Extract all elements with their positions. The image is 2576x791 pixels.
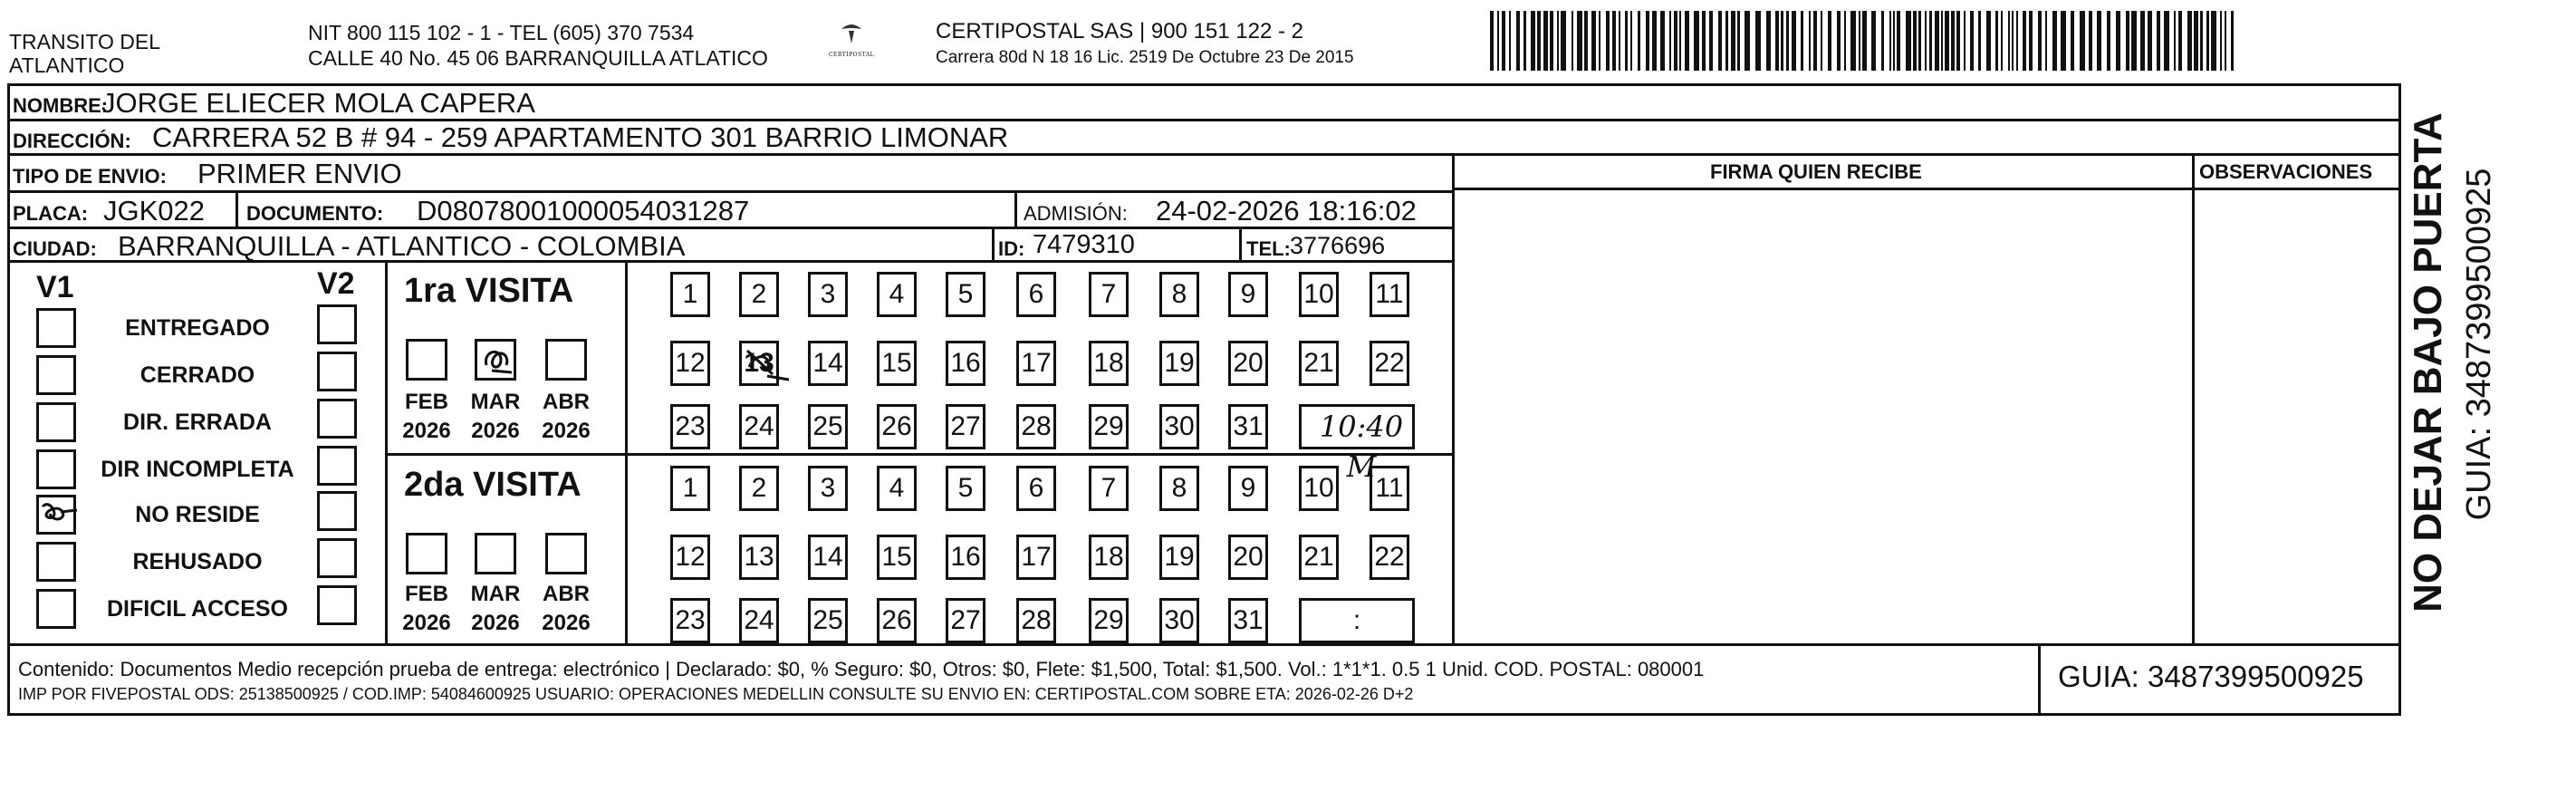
ciudad-label: CIUDAD:	[13, 237, 97, 260]
tel-label: TEL:	[1246, 237, 1291, 260]
visit1-day-7[interactable]: 7	[1089, 272, 1129, 317]
barcode-bar	[1523, 11, 1526, 71]
barcode	[1490, 11, 2242, 71]
visit1-month-checkbox-feb[interactable]	[406, 339, 447, 381]
month-year: 2026	[402, 419, 451, 444]
barcode-bar	[1646, 11, 1649, 71]
barcode-bar	[1606, 11, 1610, 71]
barcode-bar	[1537, 11, 1541, 71]
tipo-envio-value: PRIMER ENVIO	[197, 158, 402, 189]
barcode-bar	[1859, 11, 1860, 71]
visit2-day-22[interactable]: 22	[1370, 535, 1409, 580]
visit2-day-31[interactable]: 31	[1228, 598, 1268, 643]
visit1-day-21[interactable]: 21	[1299, 341, 1339, 386]
visit2-day-11[interactable]: 11	[1370, 466, 1409, 511]
v2-checkbox-dificil-acceso[interactable]	[317, 585, 357, 625]
barcode-bar	[2016, 11, 2018, 71]
visit2-day-18[interactable]: 18	[1089, 535, 1129, 580]
v2-label: V2	[317, 266, 355, 301]
barcode-bar	[2071, 11, 2074, 71]
status-option-label: ENTREGADO	[125, 315, 270, 341]
firma-label: FIRMA QUIEN RECIBE	[1710, 160, 1922, 183]
barcode-bar	[1871, 11, 1876, 71]
barcode-bar	[2178, 11, 2182, 71]
nit-line: NIT 800 115 102 - 1 - TEL (605) 370 7534	[308, 21, 695, 44]
visit2-day-5[interactable]: 5	[946, 466, 985, 511]
handwritten-mark-icon	[740, 340, 791, 385]
barcode-bar	[1775, 11, 1779, 71]
v1-checkbox-rehusado[interactable]	[36, 542, 76, 582]
month-year: 2026	[471, 419, 520, 444]
no-dejar-text: NO DEJAR BAJO PUERTA	[2406, 112, 2450, 613]
handwritten-mark-icon	[35, 496, 79, 532]
admision-label: ADMISIÓN:	[1024, 202, 1128, 225]
barcode-bar	[1577, 11, 1582, 71]
barcode-bar	[1745, 11, 1750, 71]
barcode-bar	[1612, 11, 1616, 71]
barcode-bar	[2126, 11, 2129, 71]
barcode-bar	[2157, 11, 2160, 71]
imp-line: IMP POR FIVEPOSTAL ODS: 25138500925 / COD.IMP: 54084600925 USUARIO: OPERACIONES MEDELLIN CONSULTE SU ENVIO EN: CERTIPOSTAL.COM SOBRE ETA: 2026-02-26 D+2	[18, 685, 1414, 703]
tipo-envio-label: TIPO DE ENVIO:	[13, 165, 167, 188]
v1-checkbox-dificil-acceso[interactable]	[36, 589, 76, 629]
barcode-bar	[2029, 11, 2033, 71]
barcode-bar	[1970, 11, 1974, 71]
barcode-bar	[1925, 11, 1927, 71]
v1-label: V1	[36, 270, 74, 304]
documento-label: DOCUMENTO:	[246, 202, 384, 225]
barcode-bar	[1709, 11, 1713, 71]
barcode-bar	[2131, 11, 2137, 71]
barcode-bar	[1978, 11, 1981, 71]
barcode-bar	[2023, 11, 2026, 71]
visit2-day-27[interactable]: 27	[946, 598, 985, 643]
barcode-bar	[1509, 11, 1511, 71]
visit2-day-8[interactable]: 8	[1159, 466, 1199, 511]
visit1-time-field[interactable]	[1299, 404, 1415, 484]
visit2-day-17[interactable]: 17	[1016, 535, 1056, 580]
status-option-label: DIR INCOMPLETA	[101, 457, 294, 482]
barcode-bar	[2206, 11, 2209, 71]
visit2-day-13[interactable]: 13	[739, 535, 779, 580]
visit2-month-label	[464, 580, 527, 639]
admision-value: 24-02-2026 18:16:02	[1156, 195, 1417, 227]
barcode-bar	[2174, 11, 2176, 71]
barcode-bar	[1561, 11, 1566, 71]
v2-checkbox-cerrado[interactable]	[317, 352, 357, 391]
guia-vertical	[2459, 127, 2500, 562]
barcode-bar	[1755, 11, 1761, 71]
barcode-bar	[1502, 11, 1505, 71]
barcode-bar	[2061, 11, 2066, 71]
month-name: FEB	[405, 390, 448, 414]
visit1-day-1[interactable]: 1	[670, 272, 710, 317]
visit2-day-12[interactable]: 12	[670, 535, 710, 580]
barcode-bar	[2140, 11, 2145, 71]
v2-checkbox-rehusado[interactable]	[317, 538, 357, 578]
month-year: 2026	[542, 611, 591, 636]
barcode-bar	[1516, 11, 1520, 71]
barcode-bar	[1584, 11, 1588, 71]
barcode-bar	[2148, 11, 2152, 71]
visit1-day-15[interactable]: 15	[877, 341, 917, 386]
visit1-month-checkbox-mar[interactable]	[475, 339, 516, 381]
guia-vertical-text: GUIA: 3487399500925	[2460, 168, 2498, 521]
barcode-bar	[2001, 11, 2003, 71]
barcode-bar	[2052, 11, 2057, 71]
barcode-bar	[2187, 11, 2192, 71]
visit1-day-23[interactable]: 23	[670, 404, 710, 449]
visit2-time-field[interactable]: :	[1299, 598, 1415, 643]
barcode-bar	[2220, 11, 2222, 71]
barcode-bar	[2211, 11, 2216, 71]
visit1-day-28[interactable]: 28	[1016, 404, 1056, 449]
visit1-day-20[interactable]: 20	[1228, 341, 1268, 386]
barcode-bar	[1669, 11, 1671, 71]
visit2-day-24[interactable]: 24	[739, 598, 779, 643]
barcode-bar	[1781, 11, 1783, 71]
month-name: MAR	[470, 390, 521, 414]
id-value: 7479310	[1033, 230, 1135, 259]
visit1-day-22[interactable]: 22	[1370, 341, 1409, 386]
visit1-day-5[interactable]: 5	[946, 272, 985, 317]
visit2-month-label	[395, 580, 458, 639]
barcode-bar	[2225, 11, 2226, 71]
visit2-day-28[interactable]: 28	[1016, 598, 1056, 643]
barcode-bar	[2045, 11, 2047, 71]
visit2-day-15[interactable]: 15	[877, 535, 917, 580]
barcode-bar	[1821, 11, 1822, 71]
visit1-day-3[interactable]: 3	[808, 272, 848, 317]
visit2-day-21[interactable]: 21	[1299, 535, 1339, 580]
barcode-bar	[1889, 11, 1891, 71]
placa-value: JGK022	[103, 195, 206, 227]
barcode-bar	[1652, 11, 1657, 71]
barcode-bar	[1694, 11, 1699, 71]
barcode-bar	[1881, 11, 1884, 71]
barcode-bar	[1731, 11, 1735, 71]
nombre-value: JORGE ELIECER MOLA CAPERA	[101, 87, 535, 119]
direccion-label: DIRECCIÓN:	[13, 130, 131, 152]
visit1-month-label	[464, 388, 527, 447]
visit2-day-30[interactable]: 30	[1159, 598, 1199, 643]
visit2-month-label	[534, 580, 598, 639]
visit2-day-10[interactable]: 10	[1299, 466, 1339, 511]
visit1-month-checkbox-abr[interactable]	[545, 339, 587, 381]
barcode-bar	[1786, 11, 1789, 71]
barcode-bar	[1956, 11, 1960, 71]
visit1-day-8[interactable]: 8	[1159, 272, 1199, 317]
barcode-bar	[1630, 11, 1632, 71]
guia-box: GUIA: 3487399500925	[2058, 660, 2364, 693]
certipostal-logo	[820, 22, 883, 67]
barcode-bar	[1766, 11, 1771, 71]
barcode-bar	[1625, 11, 1628, 71]
barcode-bar	[1638, 11, 1640, 71]
v2-checkbox-entregado[interactable]	[317, 304, 357, 344]
barcode-bar	[1837, 11, 1841, 71]
barcode-bar	[1792, 11, 1796, 71]
license-line: Carrera 80d N 18 16 Lic. 2519 De Octubre 23 De 2015	[936, 48, 1354, 67]
contenido-line: Contenido: Documentos Medio recepción prueba de entrega: electrónico | Declarado: $0, % Seguro: $0, Otros: $0, Flete: $1,500, Total: $1,500. Vol.: 1*1*1. 0.5 1 Unid. COD. POSTAL: 080001	[18, 658, 1705, 680]
visit2-month-checkbox-mar[interactable]	[475, 533, 516, 574]
visit2-title: 2da VISITA	[404, 466, 582, 504]
v1-checkbox-dir-incompleta[interactable]	[36, 449, 76, 489]
barcode-bar	[1679, 11, 1681, 71]
barcode-bar	[1897, 11, 1900, 71]
barcode-bar	[1718, 11, 1722, 71]
visit1-day-26[interactable]: 26	[877, 404, 917, 449]
barcode-bar	[1702, 11, 1706, 71]
month-year: 2026	[402, 611, 451, 636]
barcode-bar	[2008, 11, 2010, 71]
placa-label: PLACA:	[13, 202, 89, 225]
barcode-bar	[1801, 11, 1803, 71]
barcode-bar	[2038, 11, 2042, 71]
barcode-bar	[1906, 11, 1911, 71]
month-year: 2026	[542, 419, 591, 444]
visit1-day-12[interactable]: 12	[670, 341, 710, 386]
visit1-day-29[interactable]: 29	[1089, 404, 1129, 449]
barcode-bar	[1850, 11, 1856, 71]
visit1-day-24[interactable]: 24	[739, 404, 779, 449]
visit2-day-23[interactable]: 23	[670, 598, 710, 643]
visit1-day-13[interactable]: 13	[739, 341, 779, 386]
visit1-day-17[interactable]: 17	[1016, 341, 1056, 386]
barcode-bar	[2097, 11, 2101, 71]
barcode-bar	[1674, 11, 1677, 71]
direccion-value: CARRERA 52 B # 94 - 259 APARTAMENTO 301 BARRIO LIMONAR	[152, 121, 1009, 153]
barcode-bar	[1893, 11, 1895, 71]
barcode-bar	[1986, 11, 1991, 71]
barcode-bar	[2200, 11, 2203, 71]
month-name: ABR	[543, 390, 590, 414]
visit1-day-30[interactable]: 30	[1159, 404, 1199, 449]
month-year: 2026	[471, 611, 520, 636]
v1-checkbox-no-reside[interactable]	[36, 495, 76, 535]
barcode-bar	[1572, 11, 1573, 71]
v1-checkbox-entregado[interactable]	[36, 308, 76, 348]
v2-checkbox-dir-incompleta[interactable]	[317, 446, 357, 486]
barcode-bar	[1813, 11, 1817, 71]
id-label: ID:	[998, 237, 1025, 260]
barcode-bar	[1660, 11, 1665, 71]
visit1-day-4[interactable]: 4	[877, 272, 917, 317]
nombre-label: NOMBRE:	[13, 94, 109, 117]
visit1-day-10[interactable]: 10	[1299, 272, 1339, 317]
visit1-month-label	[534, 388, 598, 447]
address-line: CALLE 40 No. 45 06 BARRANQUILLA ATLATICO	[308, 46, 768, 70]
barcode-bar	[1941, 11, 1943, 71]
tel-value: 3776696	[1290, 232, 1386, 259]
handwritten-time: 10:40 M	[1319, 410, 1404, 484]
barcode-bar	[1591, 11, 1596, 71]
barcode-bar	[1543, 11, 1548, 71]
visit1-day-11[interactable]: 11	[1370, 272, 1409, 317]
barcode-bar	[1995, 11, 1998, 71]
logo-text: CERTIPOSTAL	[828, 52, 875, 58]
no-dejar-bajo-puerta	[2401, 109, 2456, 616]
barcode-bar	[1550, 11, 1553, 71]
barcode-bar	[1862, 11, 1867, 71]
ciudad-value: BARRANQUILLA - ATLANTICO - COLOMBIA	[118, 230, 686, 262]
visit2-month-checkbox-abr[interactable]	[545, 533, 587, 574]
visit1-day-19[interactable]: 19	[1159, 341, 1199, 386]
barcode-bar	[1828, 11, 1831, 71]
org-name-line1: TRANSITO DEL	[9, 30, 160, 53]
logo-mark-icon	[838, 22, 865, 47]
documento-value: D08078001000054031287	[417, 195, 750, 227]
barcode-bar	[1557, 11, 1559, 71]
status-option-label: REHUSADO	[132, 549, 263, 574]
visit1-day-18[interactable]: 18	[1089, 341, 1129, 386]
barcode-bar	[1685, 11, 1689, 71]
barcode-bar	[2080, 11, 2085, 71]
v1-checkbox-cerrado[interactable]	[36, 355, 76, 395]
visit2-day-25[interactable]: 25	[808, 598, 848, 643]
month-name: ABR	[543, 582, 590, 606]
barcode-bar	[1964, 11, 1966, 71]
visit1-day-31[interactable]: 31	[1228, 404, 1268, 449]
barcode-bar	[1844, 11, 1846, 71]
visit1-title: 1ra VISITA	[404, 272, 574, 310]
status-option-label: CERRADO	[139, 362, 255, 388]
barcode-bar	[1809, 11, 1811, 71]
visit2-day-14[interactable]: 14	[808, 535, 848, 580]
month-name: MAR	[470, 582, 521, 606]
company-line: CERTIPOSTAL SAS | 900 151 122 - 2	[936, 19, 1303, 43]
barcode-bar	[2116, 11, 2120, 71]
month-name: FEB	[405, 582, 448, 606]
barcode-bar	[1918, 11, 1921, 71]
barcode-bar	[2012, 11, 2014, 71]
visit2-day-9[interactable]: 9	[1228, 466, 1268, 511]
barcode-bar	[1725, 11, 1728, 71]
barcode-bar	[2089, 11, 2092, 71]
visit2-day-6[interactable]: 6	[1016, 466, 1056, 511]
barcode-bar	[1929, 11, 1932, 71]
visit2-day-20[interactable]: 20	[1228, 535, 1268, 580]
barcode-bar	[2107, 11, 2110, 71]
barcode-bar	[1913, 11, 1917, 71]
barcode-bar	[1599, 11, 1600, 71]
visit2-day-2[interactable]: 2	[739, 466, 779, 511]
visit2-day-29[interactable]: 29	[1089, 598, 1129, 643]
visit2-day-4[interactable]: 4	[877, 466, 917, 511]
v2-checkbox-dir-errada[interactable]	[317, 399, 357, 439]
visit1-month-label	[395, 388, 458, 447]
visit1-day-14[interactable]: 14	[808, 341, 848, 386]
org-name-line2: ATLANTICO	[9, 53, 125, 77]
visit2-month-checkbox-feb[interactable]	[406, 533, 447, 574]
visit2-day-19[interactable]: 19	[1159, 535, 1199, 580]
visit2-day-3[interactable]: 3	[808, 466, 848, 511]
visit1-day-25[interactable]: 25	[808, 404, 848, 449]
visit2-day-26[interactable]: 26	[877, 598, 917, 643]
handwritten-mark-icon	[474, 338, 521, 380]
visit2-day-1[interactable]: 1	[670, 466, 710, 511]
barcode-bar	[2194, 11, 2198, 71]
v1-checkbox-dir-errada[interactable]	[36, 402, 76, 442]
visit1-day-16[interactable]: 16	[946, 341, 985, 386]
v2-checkbox-no-reside[interactable]	[317, 491, 357, 531]
visit1-day-6[interactable]: 6	[1016, 272, 1056, 317]
barcode-bar	[2164, 11, 2169, 71]
barcode-bar	[1945, 11, 1949, 71]
visit1-day-27[interactable]: 27	[946, 404, 985, 449]
status-option-label: DIFICIL ACCESO	[106, 596, 288, 622]
barcode-bar	[1935, 11, 1939, 71]
visit2-day-7[interactable]: 7	[1089, 466, 1129, 511]
barcode-bar	[2231, 11, 2234, 71]
visit1-day-2[interactable]: 2	[739, 272, 779, 317]
visit2-day-16[interactable]: 16	[946, 535, 985, 580]
status-option-label: DIR. ERRADA	[123, 410, 272, 435]
visit1-day-9[interactable]: 9	[1228, 272, 1268, 317]
barcode-bar	[1737, 11, 1740, 71]
barcode-bar	[1619, 11, 1620, 71]
barcode-bar	[1951, 11, 1955, 71]
status-option-label: NO RESIDE	[135, 502, 260, 527]
barcode-bar	[1531, 11, 1535, 71]
barcode-bar	[1497, 11, 1499, 71]
barcode-bar	[1490, 11, 1494, 71]
observaciones-label: OBSERVACIONES	[2199, 160, 2373, 183]
